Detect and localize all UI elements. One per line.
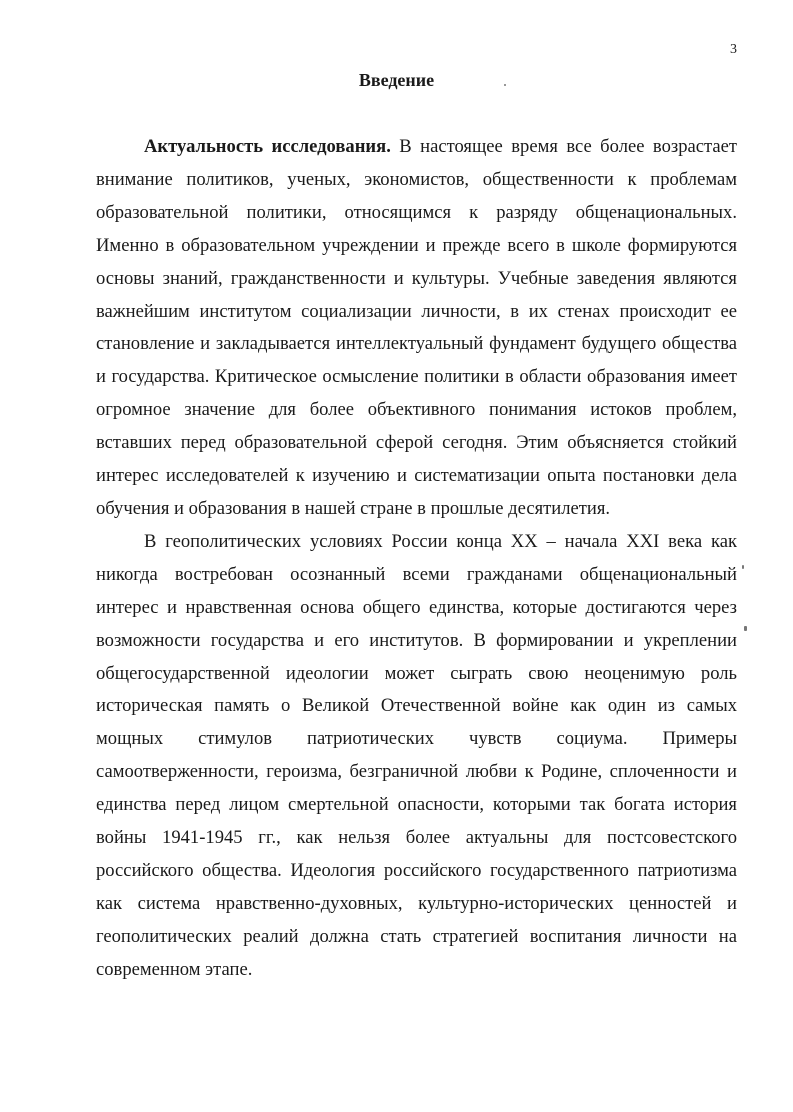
paragraph-relevance xyxy=(96,131,737,526)
scan-speck xyxy=(742,565,744,569)
section-title: Введение xyxy=(358,70,435,90)
paragraph-geopolitics xyxy=(96,526,737,987)
paragraph-lead: Актуальность исследования. xyxy=(144,136,391,157)
document-body xyxy=(96,131,737,987)
scan-speck xyxy=(504,84,506,86)
paragraph-text: В настоящее время все более возрастает внимание политиков, ученых, экономистов, общественности к проблемам образовательной политики, относящимся к разряду общенациональных. Именно в образовательном учреждении и прежде всего в школе формируются основы знаний, гражданственности и культуры. Учебные заведения являются важнейшим институтом социализации личности, в их стенах происходит ее становление и закладывается интеллектуальный фундамент будущего общества и государства. Критическое осмысление политики в области образования имеет огромное значение для более объективного понимания истоков проблем, вставших перед образовательной сферой сегодня. Этим объясняется стойкий интерес исследователей к изучению и систематизации опыта постановки дела обучения и образования в нашей стране в прошлые десятилетия. xyxy=(96,136,738,519)
paragraph-text: В геополитических условиях России конца XX – начала XXI века как никогда востребован осознанный всеми гражданами общенациональный интерес и нравственная основа общего единства, которые достигаются через возможности государства и его институтов. В формировании и укреплении общегосударственной идеологии может сыграть свою неоценимую роль историческая память о Великой Отечественной войне как один из самых мощных стимулов патриотических чувств социума. Примеры самоотверженности, героизма, безграничной любви к Родине, сплоченности и единства перед лицом смертельной опасности, которыми так богата история войны 1941-1945 гг., как нельзя более актуальны для постсовестского российского общества. Идеология российского государственного патриотизма как система нравственно-духовных, культурно-исторических ценностей и геополитических реалий должна стать стратегией воспитания личности на современном этапе. xyxy=(96,530,737,980)
page-number: 3 xyxy=(730,42,737,57)
scan-speck xyxy=(744,626,747,631)
